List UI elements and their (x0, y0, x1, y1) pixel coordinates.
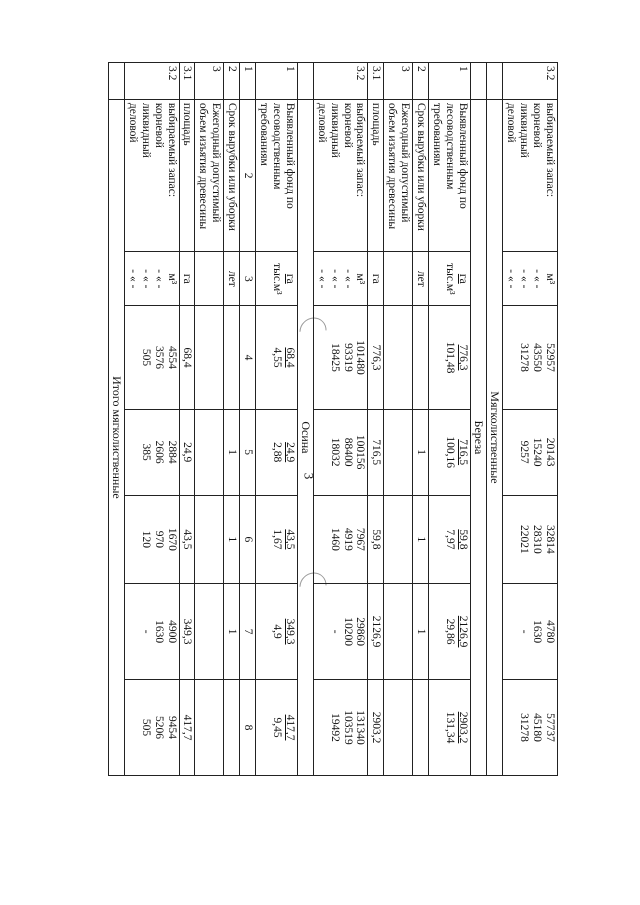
value-cell-line: - (139, 629, 152, 634)
value-cell-line: 45180 (531, 713, 544, 742)
value-cell-line: 10200 (341, 617, 354, 646)
value-cell-line: 32814 (544, 525, 556, 554)
section-heading: Береза (470, 99, 486, 775)
row-number: 1 (240, 63, 256, 100)
empty-cell (384, 680, 413, 776)
value-cell-line: 4900 (165, 620, 178, 644)
column-index: 5 (240, 409, 256, 495)
unit-cell (125, 252, 180, 306)
value-cell-line: 29860 (354, 617, 367, 646)
value-cell: 68,4 (179, 306, 195, 409)
value-cell-line: 9454 (165, 716, 178, 740)
spacer-cell (470, 63, 486, 100)
value-cell-line: 385 (139, 443, 152, 461)
unit-cell-line: м³ (544, 273, 556, 285)
value-cell-line: 3576 (152, 346, 165, 369)
row-number: 3.1 (368, 63, 384, 100)
indicator-label (314, 99, 369, 251)
area-value: 2126,9 (456, 615, 469, 648)
value-cell-line: 1460 (328, 527, 341, 551)
value-cell (503, 495, 558, 584)
volume-value: 4,55 (270, 347, 283, 368)
unit-cell-line: - « - (518, 269, 531, 289)
value-cell: 59,8 (368, 495, 384, 584)
volume-value: 131,34 (443, 711, 456, 744)
value-cell-line: 22021 (518, 525, 531, 554)
value-cell-line: 43550 (531, 343, 544, 372)
indicator-label-line: ликвидный (518, 102, 531, 158)
column-index: 2 (240, 99, 256, 251)
value-cell (125, 584, 180, 680)
empty-cell (195, 252, 224, 306)
empty-cell (384, 252, 413, 306)
area-value: 24,9 (283, 442, 296, 463)
column-index: 7 (240, 584, 256, 680)
value-cell: 1 (224, 409, 240, 495)
unit-ha: га (456, 273, 469, 284)
value-cell (503, 584, 558, 680)
indicator-label-line: деловой (505, 102, 518, 143)
birch-term-row (413, 63, 429, 776)
page-number: 3 (301, 472, 317, 480)
unit-cell: лет (413, 252, 429, 306)
unit-cell-line: м³ (354, 273, 367, 285)
volume-value: 7,97 (443, 529, 456, 550)
value-cell-line: 120 (139, 530, 152, 549)
area-value: 776,3 (456, 344, 469, 371)
volume-value: 9,45 (270, 717, 283, 738)
value-cell (314, 409, 369, 495)
value-cell-line: 20143 (544, 437, 556, 467)
value-cell-line: 5206 (152, 716, 165, 740)
indicator-label-line: выбираемый запас: (354, 102, 367, 198)
value-cell (224, 306, 240, 409)
area-value: 417,7 (283, 714, 296, 741)
aspen-annual-row (195, 63, 224, 776)
value-cell-line: 2884 (165, 440, 178, 464)
value-cell (255, 409, 297, 495)
value-cell-line: 4554 (165, 346, 178, 369)
value-cell-line: 505 (139, 348, 152, 367)
indicator-label: Выявленный фонд по лесоводственным требованиям (429, 99, 471, 251)
column-index-row (240, 63, 256, 776)
indicator-label: Срок вырубки или уборки (224, 99, 240, 251)
unit-cell-line: - « - (505, 269, 518, 289)
column-index: 6 (240, 495, 256, 584)
value-cell: 1 (224, 495, 240, 584)
value-cell-line: 52957 (544, 343, 556, 372)
unit-cell-line: - « - (139, 269, 152, 289)
empty-cell (195, 495, 224, 584)
value-cell (255, 584, 297, 680)
value-cell (429, 584, 471, 680)
unit-cell (429, 252, 471, 306)
row-number: 3.2 (314, 63, 369, 100)
value-cell-line: 19492 (328, 713, 341, 742)
row-number: 3 (195, 63, 224, 100)
volume-value: 101,48 (443, 341, 456, 374)
row-number: 3.1 (179, 63, 195, 100)
value-cell (314, 680, 369, 776)
empty-cell (384, 306, 413, 409)
value-cell (314, 584, 369, 680)
value-cell: 1 (413, 495, 429, 584)
column-index: 8 (240, 680, 256, 776)
volume-value: 100,16 (443, 436, 456, 468)
value-cell (224, 680, 240, 776)
unit-cell-line: - « - (152, 269, 165, 289)
indicator-label: площадь (368, 99, 384, 251)
birch-area-row (368, 63, 384, 776)
row-number: 1 (255, 63, 297, 100)
value-cell (125, 495, 180, 584)
value-cell (429, 306, 471, 409)
section-heading: Итого мягколиственные (108, 99, 124, 775)
value-cell: 716,5 (368, 409, 384, 495)
area-value: 59,8 (456, 529, 469, 550)
spacer-cell (487, 63, 503, 100)
unit-cell-line: - « - (328, 269, 341, 289)
volume-value: 29,86 (443, 618, 456, 645)
value-cell (314, 306, 369, 409)
row-number: 3 (384, 63, 413, 100)
unit-cell-line: м³ (165, 273, 178, 285)
unit-cell: лет (224, 252, 240, 306)
row-number: 1 (429, 63, 471, 100)
value-cell (503, 306, 558, 409)
indicator-label-line: ликвидный (328, 102, 341, 158)
group-heading-soft (487, 63, 503, 776)
value-cell: 417,7 (179, 680, 195, 776)
value-cell-line: 18425 (328, 343, 341, 372)
birch-annual-row (384, 63, 413, 776)
value-cell: 1 (413, 584, 429, 680)
indicator-label-line: корневой (341, 102, 354, 148)
value-cell: 776,3 (368, 306, 384, 409)
column-index: 3 (240, 252, 256, 306)
species-heading-aspen (297, 63, 313, 776)
row-number: 3.2 (503, 63, 558, 100)
value-cell (314, 495, 369, 584)
unit-cell-line: - « - (531, 269, 544, 289)
value-cell (255, 680, 297, 776)
value-cell (125, 409, 180, 495)
value-cell-line: 101480 (354, 340, 367, 375)
indicator-label: Выявленный фонд по лесоводственным требованиям (255, 99, 297, 251)
value-cell-line: 93319 (341, 343, 354, 372)
volume-value: 1,67 (270, 529, 283, 550)
value-cell-line: 31278 (518, 713, 531, 742)
aspen-fund-row (255, 63, 297, 776)
value-cell: 1 (413, 409, 429, 495)
value-cell: 349,3 (179, 584, 195, 680)
value-cell-line: 4780 (544, 620, 556, 644)
value-cell-line: 2606 (152, 440, 165, 464)
forest-fund-table (108, 62, 558, 776)
area-value: 2903,2 (456, 711, 469, 744)
spacer-cell (108, 63, 124, 100)
unit-volume: тыс.м³ (443, 263, 456, 295)
indicator-label-line: ликвидный (139, 102, 152, 158)
value-cell (429, 680, 471, 776)
value-cell: 43,5 (179, 495, 195, 584)
area-value: 68,4 (283, 347, 296, 368)
unit-cell (255, 252, 297, 306)
value-cell-line: 505 (139, 718, 152, 737)
value-cell-line: - (518, 629, 531, 634)
value-cell-line: 7967 (354, 527, 367, 551)
empty-cell (384, 584, 413, 680)
value-cell (503, 680, 558, 776)
indicator-label-line: выбираемый запас: (165, 102, 178, 198)
unit-cell (314, 252, 369, 306)
unit-volume: тыс.м³ (270, 263, 283, 295)
stock-row-continued (503, 63, 558, 776)
empty-cell (195, 306, 224, 409)
rotated-table-container (98, 62, 558, 776)
unit-cell: га (179, 252, 195, 306)
unit-cell-line: - « - (126, 269, 139, 289)
value-cell-line: 18032 (328, 437, 341, 467)
spacer-cell (297, 63, 313, 100)
empty-cell (195, 584, 224, 680)
value-cell (503, 409, 558, 495)
value-cell-line: 103519 (341, 710, 354, 745)
row-number: 2 (413, 63, 429, 100)
value-cell-line: - (328, 629, 341, 634)
area-value: 716,5 (456, 439, 469, 466)
section-heading: Осина (297, 99, 313, 775)
value-cell: 1 (224, 584, 240, 680)
value-cell-line: 1670 (165, 527, 178, 551)
volume-value: 4,9 (270, 624, 283, 639)
area-value: 43,5 (283, 529, 296, 550)
value-cell-line: 57737 (544, 713, 556, 742)
unit-cell: га (368, 252, 384, 306)
indicator-label-line: деловой (315, 102, 328, 143)
value-cell: 2126,9 (368, 584, 384, 680)
unit-ha: га (283, 273, 296, 284)
value-cell-line: 100156 (354, 434, 367, 470)
indicator-label: Ежегодный допустимый объем изъятия древесины (384, 99, 413, 251)
value-cell-line: 9257 (518, 440, 531, 464)
value-cell-line: 28310 (531, 525, 544, 554)
unit-cell-line: - « - (315, 269, 328, 289)
value-cell-line: 88400 (341, 437, 354, 467)
empty-cell (384, 495, 413, 584)
value-cell: 2903,2 (368, 680, 384, 776)
value-cell-line: 4919 (341, 527, 354, 551)
indicator-label-line: выбираемый запас: (544, 102, 556, 198)
species-heading-birch (470, 63, 486, 776)
section-heading: Мягколиственные (487, 99, 503, 775)
value-cell (125, 306, 180, 409)
indicator-label: площадь (179, 99, 195, 251)
birch-stock-row (314, 63, 369, 776)
birch-fund-row (429, 63, 471, 776)
indicator-label (125, 99, 180, 251)
unit-cell-line: - « - (341, 269, 354, 289)
indicator-label-line: корневой (531, 102, 544, 148)
indicator-label: Ежегодный допустимый объем изъятия древесины (195, 99, 224, 251)
value-cell-line: 970 (152, 530, 165, 549)
value-cell (429, 409, 471, 495)
row-number: 2 (224, 63, 240, 100)
volume-value: 2,88 (270, 442, 283, 463)
group-heading-total (108, 63, 124, 776)
value-cell: 24,9 (179, 409, 195, 495)
value-cell-line: 1630 (531, 620, 544, 644)
indicator-label (503, 99, 558, 251)
empty-cell (195, 409, 224, 495)
aspen-stock-row (125, 63, 180, 776)
empty-cell (195, 680, 224, 776)
aspen-term-row (224, 63, 240, 776)
value-cell-line: 1630 (152, 620, 165, 644)
indicator-label-line: корневой (152, 102, 165, 148)
indicator-label-line: деловой (126, 102, 139, 143)
value-cell (413, 306, 429, 409)
unit-cell (503, 252, 558, 306)
aspen-area-row (179, 63, 195, 776)
value-cell (255, 495, 297, 584)
area-value: 349,3 (283, 618, 296, 645)
value-cell-line: 131340 (354, 710, 367, 745)
value-cell (125, 680, 180, 776)
indicator-label: Срок вырубки или уборки (413, 99, 429, 251)
value-cell (429, 495, 471, 584)
row-number: 3.2 (125, 63, 180, 100)
value-cell-line: 15240 (531, 437, 544, 467)
value-cell (255, 306, 297, 409)
value-cell (413, 680, 429, 776)
empty-cell (384, 409, 413, 495)
value-cell-line: 31278 (518, 343, 531, 372)
column-index: 4 (240, 306, 256, 409)
